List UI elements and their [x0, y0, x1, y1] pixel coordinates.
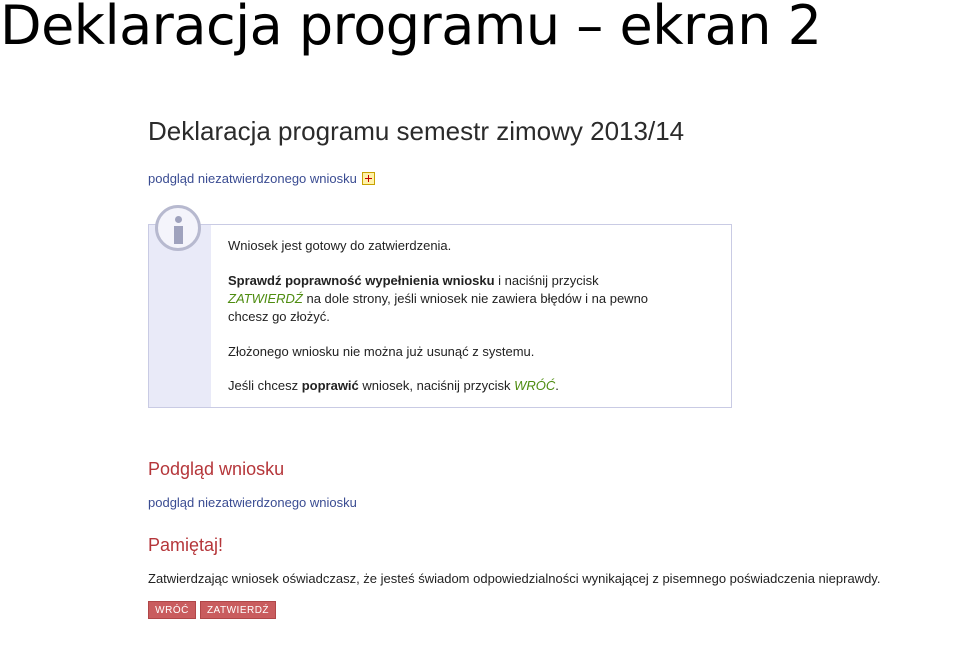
warning-text: Zatwierdzając wniosek oświadczasz, że jesteś świadom odpowiedzialności wynikającej z pisemnego poświadczenia nieprawdy. — [148, 571, 881, 586]
page-title: Deklaracja programu semestr zimowy 2013/14 — [148, 116, 685, 146]
back-button[interactable]: WRÓĆ — [148, 601, 196, 619]
info-icon — [155, 205, 201, 251]
info-confirm-action: ZATWIERDŹ — [228, 291, 303, 306]
info-line-ready: Wniosek jest gotowy do zatwierdzenia. — [228, 238, 452, 253]
expand-plus-icon[interactable] — [362, 172, 375, 185]
info-confirm-rest: na dole strony, jeśli wniosek nie zawiera błędów i na pewno — [302, 291, 649, 306]
info-correct-mid: wniosek, naciśnij przycisk — [358, 378, 515, 393]
info-correct-bold: poprawić — [301, 378, 359, 393]
info-line-confirm — [228, 291, 648, 306]
info-check-rest: i naciśnij przycisk — [494, 273, 599, 288]
info-check-bold: Sprawdź poprawność wypełnienia wniosku — [228, 273, 495, 288]
info-line-irreversible: Złożonego wniosku nie można już usunąć z systemu. — [228, 344, 535, 359]
info-correct-end: . — [555, 378, 559, 393]
info-correct-action: WRÓĆ — [514, 378, 556, 393]
info-line-submit: chcesz go złożyć. — [228, 309, 330, 324]
info-line-correct — [228, 378, 559, 393]
preview-link[interactable]: podgląd niezatwierdzonego wniosku — [148, 495, 357, 510]
preview-link-label[interactable]: podgląd niezatwierdzonego wniosku — [148, 171, 357, 186]
confirm-button[interactable]: ZATWIERDŹ — [200, 601, 276, 619]
preview-heading: Podgląd wniosku — [148, 459, 285, 479]
slide-title: Deklaracja programu – ekran 2 — [0, 0, 822, 57]
info-correct-pre: Jeśli chcesz — [228, 378, 302, 393]
warning-heading: Pamiętaj! — [148, 535, 224, 555]
info-stripe — [149, 225, 211, 407]
info-line-check — [228, 273, 599, 288]
preview-link-expand[interactable] — [148, 171, 375, 186]
